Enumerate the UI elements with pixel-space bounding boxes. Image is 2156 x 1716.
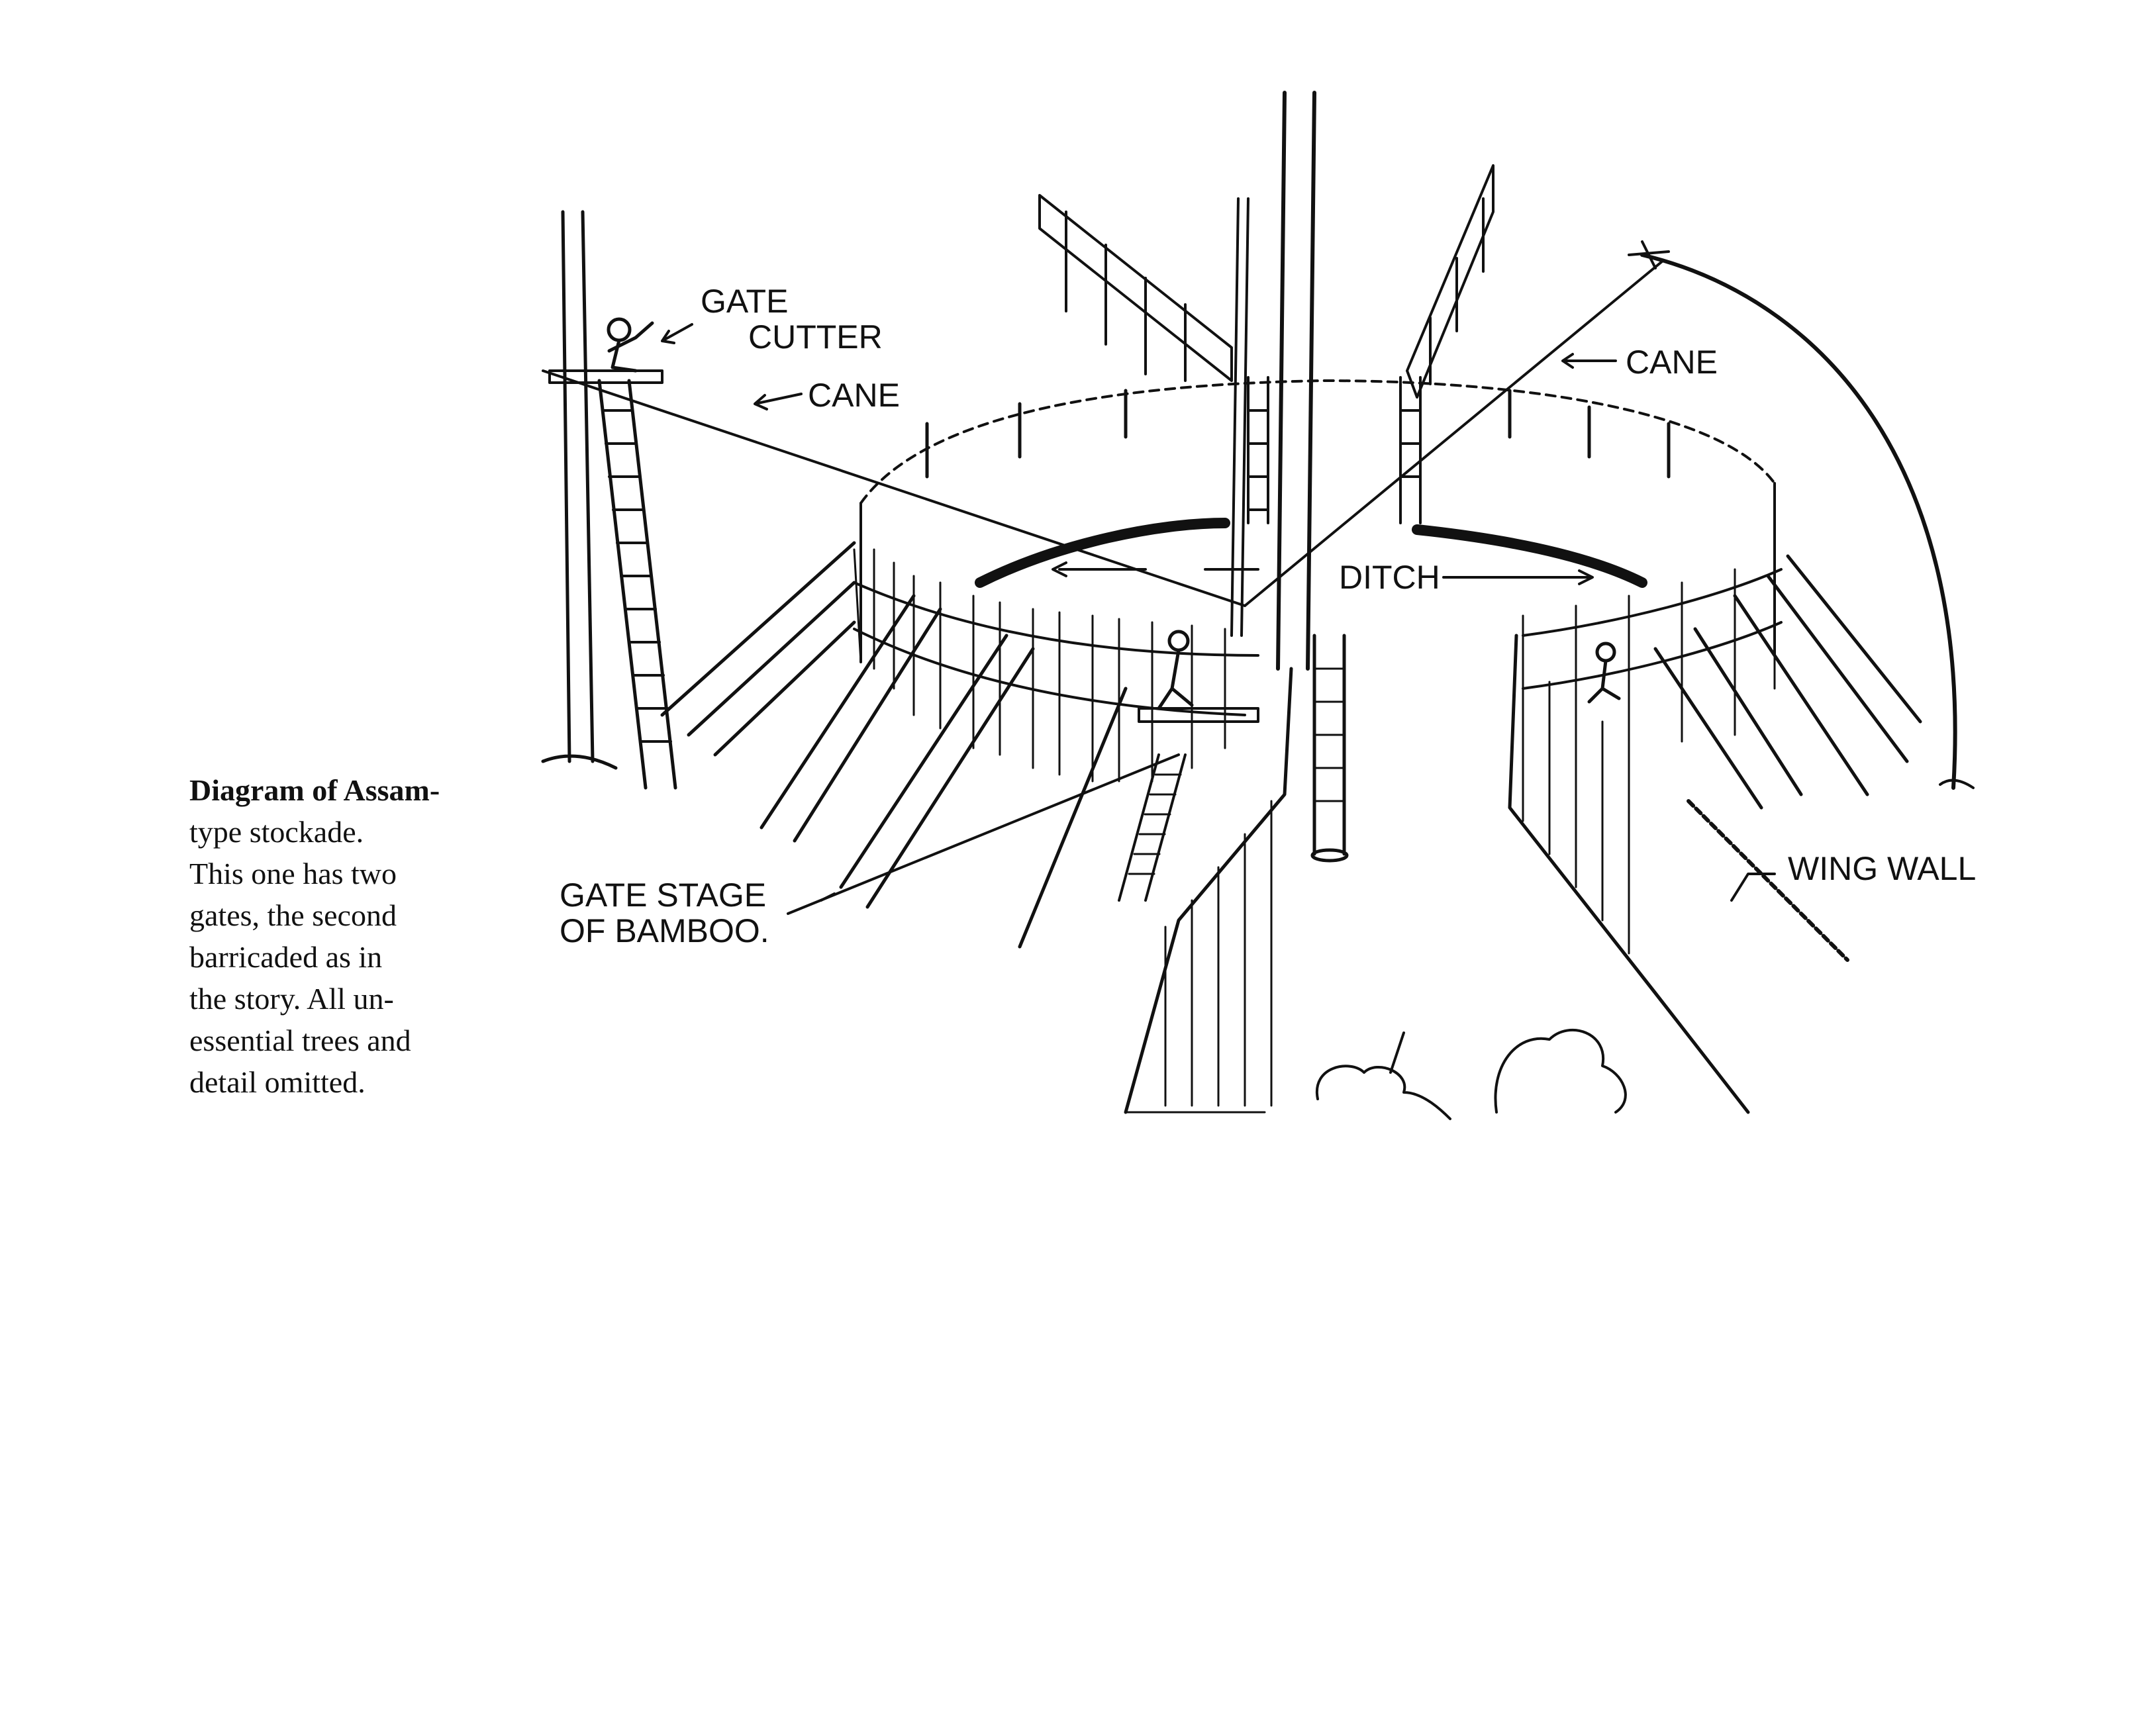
gate-stage-label-line1: GATE STAGE xyxy=(560,877,767,914)
right-braces xyxy=(1655,556,1920,808)
gate-cutter-figure xyxy=(550,319,662,383)
left-tree xyxy=(543,212,616,768)
gate-post-ladder xyxy=(1312,636,1347,861)
ring-ladders xyxy=(1248,377,1420,523)
caption-line: Diagram of Assam- xyxy=(189,773,440,807)
caption-line: This one has two xyxy=(189,857,397,890)
cane-right-label: CANE xyxy=(1626,344,1718,381)
gate-stage-label xyxy=(560,877,769,949)
caption-line: detail omitted. xyxy=(189,1065,366,1099)
gate-cutter-label-line1: GATE xyxy=(701,283,789,320)
caption-line: gates, the second xyxy=(189,898,397,932)
caption-line: barricaded as in xyxy=(189,940,383,974)
caption-line: essential trees and xyxy=(189,1024,411,1057)
wing-wall-label: WING WALL xyxy=(1788,850,1977,887)
caption xyxy=(189,769,507,1103)
gate-cutter-label xyxy=(701,283,883,355)
ditch-label: DITCH xyxy=(1339,559,1440,596)
palisade-left xyxy=(854,549,1258,781)
cane-left-label: CANE xyxy=(808,377,900,414)
back-fence-left xyxy=(1040,195,1232,381)
gate-cutter-label-line2: CUTTER xyxy=(748,318,883,356)
back-fence-right xyxy=(1407,166,1493,397)
caption-line: the story. All un- xyxy=(189,982,394,1016)
stockade-ring xyxy=(861,381,1775,662)
left-ladder xyxy=(599,381,675,788)
foreground-shrubs xyxy=(1317,1030,1626,1119)
caption-line: type stockade. xyxy=(189,815,364,849)
gate-stage xyxy=(788,632,1258,914)
gate-stage-label-line2: OF BAMBOO. xyxy=(560,912,769,949)
